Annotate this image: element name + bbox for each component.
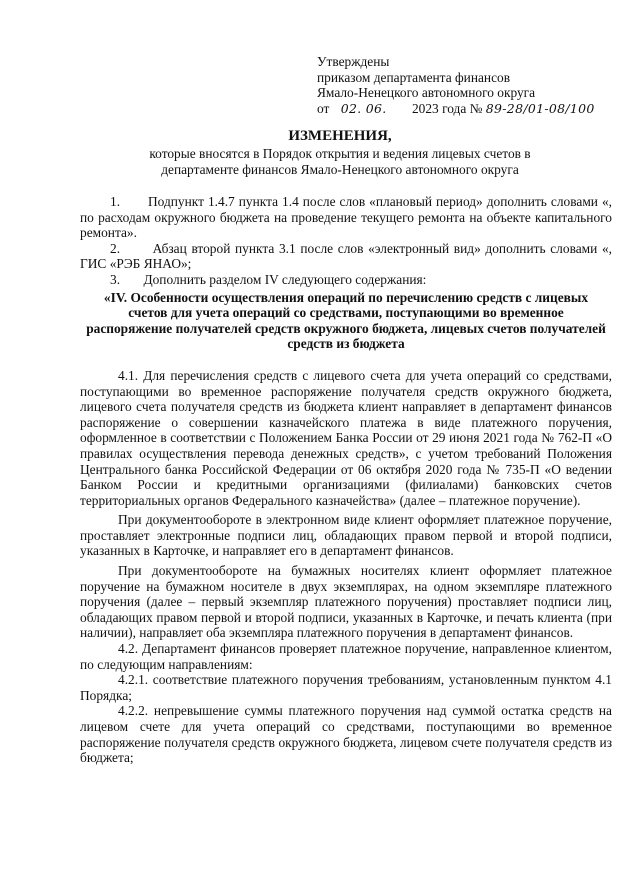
handwritten-date: 02. 06. (340, 100, 387, 116)
approval-block (317, 54, 595, 116)
year-text: 2023 года № (411, 100, 483, 116)
paragraph: 4.2.2. непревышение суммы платежного поручения над суммой остатка средств на лицевом счете для учета операций со средствами, поступающими во временное распоряжение получателя средств окружного бюджета, лицевом счете получателя средств из бюджета; (80, 703, 612, 766)
document-body (80, 194, 612, 766)
approval-line: Утверждены (317, 54, 390, 69)
approval-line: Ямало-Ненецкого автономного округа (317, 85, 536, 100)
paragraph: При документообороте на бумажных носителях клиент оформляет платежное поручение на бумажном носителе в двух экземплярах, на одном экземпляре платежного поручения (далее – первый экземпляр платежного поручения) проставляет подписи лиц, обладающих правом первой и второй подписи, указанных в Карточке, и печать клиента (при наличии), направляет оба экземпляра платежного поручения в департамент финансов. (80, 563, 612, 641)
date-prefix: от (317, 100, 330, 116)
list-item: 1. Подпункт 1.4.7 пункта 1.4 после слов «плановый период» дополнить словами «, по расходам окружного бюджета на проведение текущего ремонта на объекте капитального ремонта». (80, 194, 612, 241)
section-heading: «IV. Особенности осуществления операций по перечислению средств с лицевых счетов для учета операций со средствами, поступающими во временное распоряжение получателей средств окружного бюджета, лицевых счетов получателей средств из бюджета (86, 289, 606, 352)
approval-date-line (317, 101, 595, 117)
subtitle-line: департаменте финансов Ямало-Ненецкого автономного округа (161, 162, 519, 177)
document-title: ИЗМЕНЕНИЯ, (288, 128, 392, 144)
paragraph: При документообороте в электронном виде клиент оформляет платежное поручение, проставляет электронные подписи лиц, обладающих правом первой и второй подписи, указанных в Карточке, и направляет его в департамент финансов. (80, 512, 612, 559)
approval-line: приказом департамента финансов (317, 69, 511, 85)
paragraph: 4.2.1. соответствие платежного поручения требованиям, установленным пунктом 4.1 Порядка; (80, 672, 612, 703)
document-subtitle (60, 146, 620, 178)
handwritten-number: 89-28/01-08/100 (485, 100, 595, 116)
subtitle-line: которые вносятся в Порядок открытия и ведения лицевых счетов в (149, 146, 531, 161)
list-item: 3. Дополнить разделом IV следующего содержания: (110, 271, 427, 287)
paragraph: 4.2. Департамент финансов проверяет платежное поручение, направленное клиентом, по следующим направлениям: (80, 641, 612, 672)
list-item: 2. Абзац второй пункта 3.1 после слов «электронный вид» дополнить словами «, ГИС «РЭБ ЯНАО»; (80, 240, 612, 272)
paragraph: 4.1. Для перечисления средств с лицевого счета для учета операций со средствами, поступающими во временное распоряжение получателя средств окружного бюджета, лицевого счета получателя средств из бюджета клиент направляет в департамент финансов распоряжение о совершении казначейского платежа в виде платежного поручения, оформленное в соответствии с Положением Банка России от 29 июня 2021 года № 762-П «О правилах осуществления перевода денежных средств», с учетом требований Положения Центрального банка Российской Федерации от 06 октября 2020 года № 735-П «О ведении Банком России и кредитными организациями (филиалами) банковских счетов территориальных органов Федерального казначейства» (далее – платежное поручение). (80, 367, 612, 508)
